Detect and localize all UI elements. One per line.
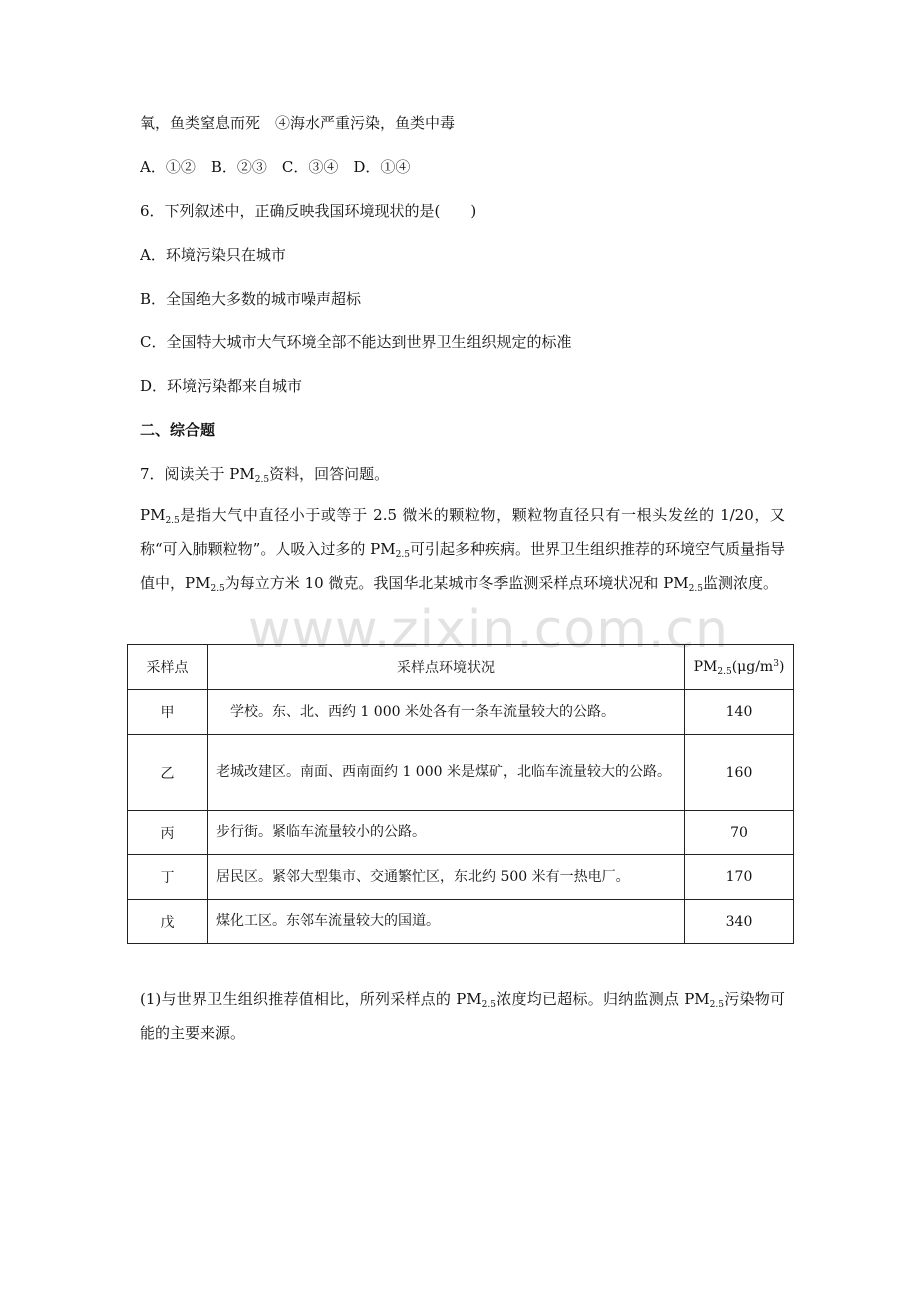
value-cell: 340 xyxy=(685,900,794,944)
site-cell: 甲 xyxy=(128,690,208,735)
q6-option-c: C．全国特大城市大气环境全部不能达到世界卫生组织规定的标准 xyxy=(140,333,572,351)
table-row xyxy=(128,811,794,855)
site-cell: 戊 xyxy=(128,900,208,944)
header-unit-pre: (μg/m xyxy=(731,659,774,675)
para-part-2: 可引起多种疾病。世界卫生组织推荐的环境空气质量指导值中， xyxy=(140,540,785,592)
pm-sub: 2.5 xyxy=(210,584,225,594)
pm-sub: 2.5 xyxy=(165,516,180,526)
header-env: 采样点环境状况 xyxy=(208,645,685,690)
pm-label: PM xyxy=(370,540,396,558)
header-site: 采样点 xyxy=(128,645,208,690)
q1-part-1: (1)与世界卫生组织推荐值相比，所列采样点的 PM xyxy=(140,990,482,1008)
q5-options: A．①② B．②③ C．③④ D．①④ xyxy=(140,158,411,176)
table-row xyxy=(128,855,794,900)
pm-sub: 2.5 xyxy=(709,1000,724,1010)
table-row xyxy=(128,735,794,811)
table-row xyxy=(128,900,794,944)
para-part-4: 监测浓度。 xyxy=(702,574,778,592)
table-row xyxy=(128,690,794,735)
question-7 xyxy=(140,464,389,487)
q6-option-b: B．全国绝大多数的城市噪声超标 xyxy=(140,290,362,308)
para-part-1: 是指大气中直径小于或等于 2.5 微米的颗粒物，颗粒物直径只有一根头发丝的 1/20，又称“可入肺颗粒物”。人吸入过多的 xyxy=(140,506,785,558)
q6-option-d: D．环境污染都来自城市 xyxy=(140,377,303,395)
para-part-3: 为每立方米 10 微克。我国华北某城市冬季监测采样点环境状况和 xyxy=(224,574,664,592)
section-heading: 二、综合题 xyxy=(140,421,216,439)
value-cell: 70 xyxy=(685,811,794,855)
env-cell: 学校。东、北、西约 1 000 米处各有一条车流量较大的公路。 xyxy=(208,690,685,735)
option-line-continued: 氧，鱼类窒息而死 ④海水严重污染，鱼类中毒 xyxy=(140,114,456,132)
pm-sub: 2.5 xyxy=(395,550,410,560)
pm-label: PM xyxy=(140,506,166,524)
header-pm-label: PM xyxy=(693,659,718,675)
env-cell: 居民区。紧邻大型集市、交通繁忙区，东北约 500 米有一热电厂。 xyxy=(208,855,685,900)
q7-sub: 2.5 xyxy=(254,475,270,485)
q7-suffix: 资料，回答问题。 xyxy=(269,465,390,483)
value-cell: 160 xyxy=(685,735,794,811)
site-cell: 乙 xyxy=(128,735,208,811)
watermark: www.zixin.com.cn xyxy=(248,600,729,660)
value-cell: 140 xyxy=(685,690,794,735)
env-cell: 步行街。紧临车流量较小的公路。 xyxy=(208,811,685,855)
sub-question-1 xyxy=(140,984,785,1049)
env-cell: 老城改建区。南面、西南面约 1 000 米是煤矿，北临车流量较大的公路。 xyxy=(208,735,685,811)
q7-prefix: 7．阅读关于 PM xyxy=(140,465,255,483)
q1-part-2: 浓度均已超标。归纳监测点 PM xyxy=(495,990,710,1008)
reading-paragraph xyxy=(140,500,785,602)
env-cell: 煤化工区。东邻车流量较大的国道。 xyxy=(208,900,685,944)
value-cell: 170 xyxy=(685,855,794,900)
q1-part-3: 污染物可能的主要来源。 xyxy=(140,990,785,1042)
site-cell: 丁 xyxy=(128,855,208,900)
pm-label: PM xyxy=(185,574,211,592)
table-header-row xyxy=(128,645,794,690)
question-6: 6．下列叙述中，正确反映我国环境现状的是( ) xyxy=(140,202,477,220)
sampling-table xyxy=(127,644,794,944)
header-unit-sup: 3 xyxy=(773,659,779,669)
header-pm-sub: 2.5 xyxy=(717,667,732,677)
pm-label: PM xyxy=(663,574,689,592)
site-cell: 丙 xyxy=(128,811,208,855)
pm-sub: 2.5 xyxy=(688,584,703,594)
q6-option-a: A．环境污染只在城市 xyxy=(140,246,286,264)
pm-sub: 2.5 xyxy=(481,1000,496,1010)
header-pm xyxy=(685,645,794,690)
header-unit-post: ) xyxy=(778,659,785,675)
